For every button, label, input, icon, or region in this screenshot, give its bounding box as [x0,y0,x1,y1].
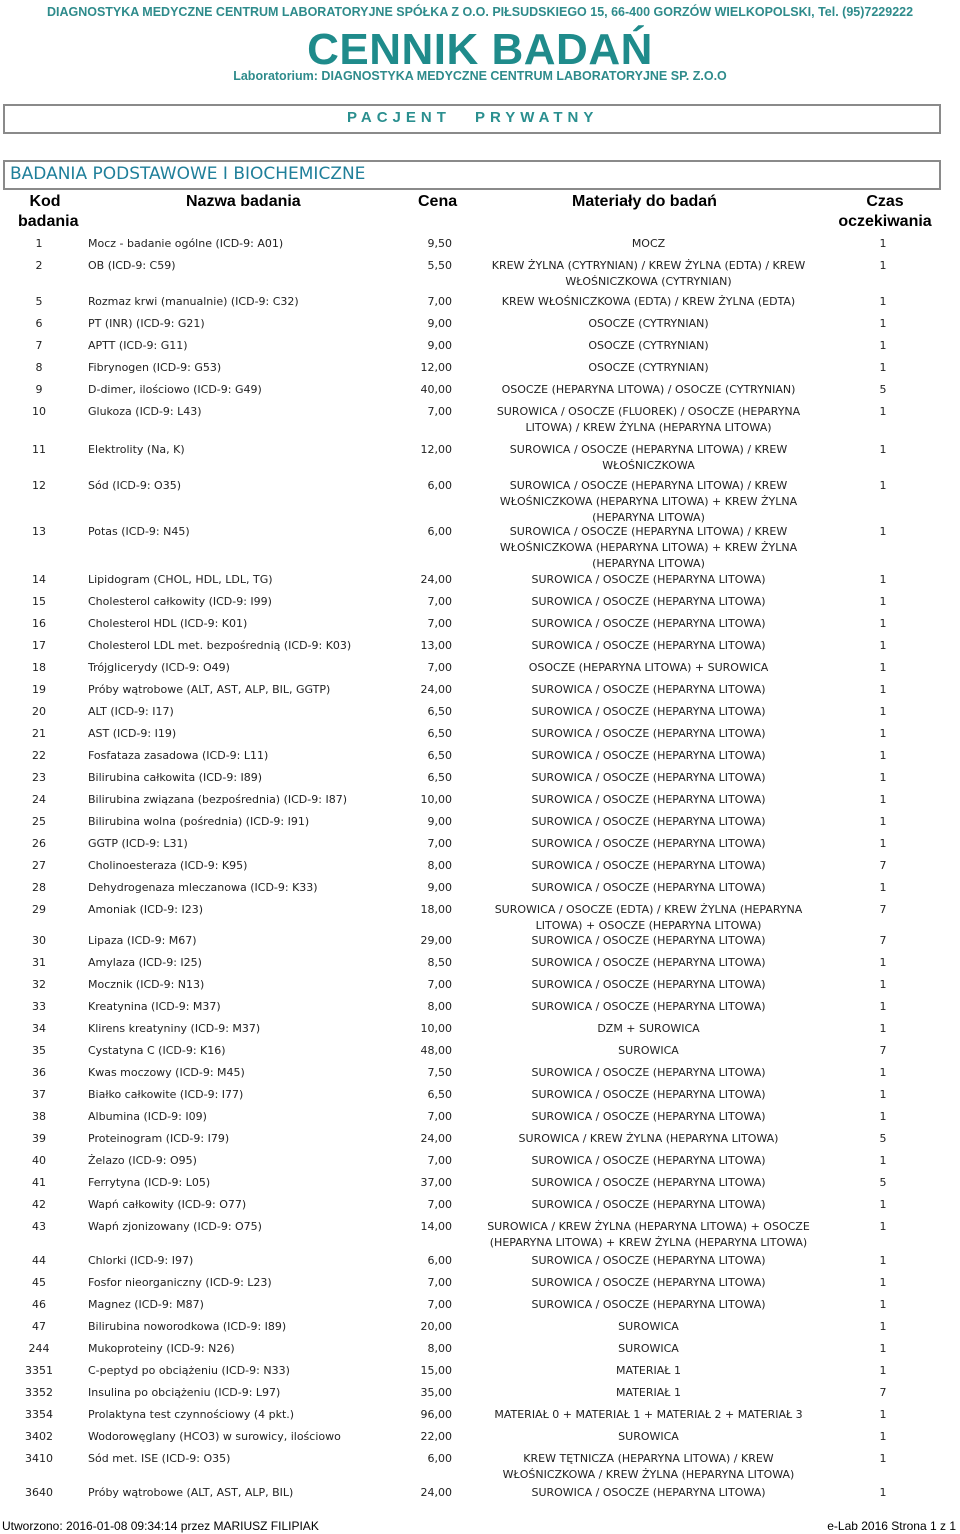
row-price: 8,50 [427,956,452,969]
patient-word-1: PACJENT [347,109,451,126]
row-price: 37,00 [420,1176,452,1189]
row-code: 26 [32,837,46,850]
row-materials: SUROWICA [618,1044,679,1057]
row-materials: SUROWICA / OSOCZE (HEPARYNA LITOWA) [531,749,766,762]
row-materials: SUROWICA [618,1320,679,1333]
row-code: 44 [32,1254,46,1267]
row-price: 7,00 [427,1298,452,1311]
row-code: 5 [35,295,43,308]
row-price: 7,50 [427,1066,452,1079]
row-code: 42 [32,1198,46,1211]
row-code: 22 [32,749,46,762]
row-test-name: Elektrolity (Na, K) [88,443,185,456]
row-code: 20 [32,705,46,718]
row-materials: SUROWICA / OSOCZE (HEPARYNA LITOWA) [531,1486,766,1499]
row-wait-time: 1 [879,317,887,330]
row-materials: SUROWICA / OSOCZE (HEPARYNA LITOWA) [531,956,766,969]
row-price: 7,00 [427,661,452,674]
row-price: 24,00 [420,573,452,586]
row-code: 8 [35,361,43,374]
row-materials: SUROWICA / OSOCZE (HEPARYNA LITOWA) [531,859,766,872]
row-test-name: Mocznik (ICD-9: N13) [88,978,205,991]
row-code: 18 [32,661,46,674]
row-code: 2 [35,259,43,272]
row-price: 14,00 [420,1220,452,1233]
row-wait-time: 1 [879,1276,887,1289]
row-wait-time: 1 [879,1000,887,1013]
row-materials: SUROWICA / OSOCZE (EDTA) / KREW ŻYLNA (HEPARYNA LITOWA) + OSOCZE (HEPARYNA LITOWA) [494,903,803,932]
row-price: 15,00 [420,1364,452,1377]
row-price: 6,50 [427,749,452,762]
row-materials: KREW TĘTNICZA (HEPARYNA LITOWA) / KREW WŁOŚNICZKOWA / KREW ŻYLNA (HEPARYNA LITOWA) [502,1452,795,1481]
row-wait-time: 1 [879,1088,887,1101]
row-test-name: Bilirubina całkowita (ICD-9: I89) [88,771,263,784]
row-wait-time: 1 [879,295,887,308]
row-materials: MATERIAŁ 1 [616,1386,681,1399]
col-header-code: Kod badania [18,193,79,230]
row-price: 20,00 [420,1320,452,1333]
row-code: 27 [32,859,46,872]
row-materials: SUROWICA / OSOCZE (HEPARYNA LITOWA) [531,705,766,718]
row-materials: OSOCZE (CYTRYNIAN) [588,317,709,330]
row-materials: SUROWICA / OSOCZE (HEPARYNA LITOWA) [531,617,766,630]
row-wait-time: 1 [879,793,887,806]
row-materials: SUROWICA / OSOCZE (HEPARYNA LITOWA) [531,1198,766,1211]
row-test-name: Próby wątrobowe (ALT, AST, ALP, BIL) [88,1486,294,1499]
row-price: 9,00 [427,815,452,828]
row-materials: SUROWICA / OSOCZE (HEPARYNA LITOWA) / KREW WŁOŚNICZKOWA (HEPARYNA LITOWA) + KREW ŻYLNA (HEPARYNA LITOWA) [499,479,798,524]
row-price: 7,00 [427,617,452,630]
row-wait-time: 1 [879,259,887,272]
row-materials: SUROWICA / OSOCZE (FLUOREK) / OSOCZE (HEPARYNA LITOWA) / KREW ŻYLNA (HEPARYNA LITOWA) [496,405,801,434]
row-materials: SUROWICA / OSOCZE (HEPARYNA LITOWA) [531,639,766,652]
row-materials: SUROWICA / OSOCZE (HEPARYNA LITOWA) [531,1154,766,1167]
row-code: 28 [32,881,46,894]
row-test-name: Sód (ICD-9: O35) [88,479,181,492]
row-wait-time: 1 [879,1220,887,1233]
row-wait-time: 1 [879,1452,887,1465]
row-wait-time: 1 [879,639,887,652]
row-wait-time: 1 [879,881,887,894]
row-test-name: Insulina po obciążeniu (ICD-9: L97) [88,1386,281,1399]
row-materials: OSOCZE (HEPARYNA LITOWA) / OSOCZE (CYTRYNIAN) [501,383,796,396]
row-price: 7,00 [427,1154,452,1167]
row-code: 23 [32,771,46,784]
row-wait-time: 1 [879,1342,887,1355]
row-wait-time: 1 [879,237,887,250]
row-materials: SUROWICA / OSOCZE (HEPARYNA LITOWA) [531,771,766,784]
row-wait-time: 1 [879,405,887,418]
row-materials: OSOCZE (CYTRYNIAN) [588,339,709,352]
row-test-name: Mocz - badanie ogólne (ICD-9: A01) [88,237,284,250]
row-price: 7,00 [427,837,452,850]
row-materials: KREW WŁOŚNICZKOWA (EDTA) / KREW ŻYLNA (EDTA) [501,295,796,308]
row-materials: OSOCZE (CYTRYNIAN) [588,361,709,374]
row-code: 30 [32,934,46,947]
row-materials: SUROWICA / OSOCZE (HEPARYNA LITOWA) [531,978,766,991]
row-test-name: Fibrynogen (ICD-9: G53) [88,361,222,374]
row-wait-time: 1 [879,1486,887,1499]
row-wait-time: 1 [879,1298,887,1311]
row-test-name: Kwas moczowy (ICD-9: M45) [88,1066,245,1079]
row-test-name: Cholesterol całkowity (ICD-9: I99) [88,595,272,608]
row-test-name: Klirens kreatyniny (ICD-9: M37) [88,1022,261,1035]
row-test-name: APTT (ICD-9: G11) [88,339,188,352]
row-price: 9,00 [427,881,452,894]
row-wait-time: 1 [879,1364,887,1377]
row-price: 7,00 [427,978,452,991]
row-wait-time: 1 [879,339,887,352]
row-materials: MOCZ [631,237,666,250]
row-price: 9,00 [427,339,452,352]
row-materials: SUROWICA / OSOCZE (HEPARYNA LITOWA) / KREW WŁOŚNICZKOWA [509,443,788,472]
row-price: 13,00 [420,639,452,652]
row-materials: SUROWICA / OSOCZE (HEPARYNA LITOWA) [531,1276,766,1289]
row-code: 39 [32,1132,46,1145]
footer-page-info: e-Lab 2016 Strona 1 z 1 [827,1519,956,1533]
row-wait-time: 7 [879,903,887,916]
row-wait-time: 1 [879,683,887,696]
row-wait-time: 1 [879,749,887,762]
row-code: 34 [32,1022,46,1035]
row-test-name: Cholesterol LDL met. bezpośrednią (ICD-9: K03) [88,639,352,652]
row-wait-time: 7 [879,1044,887,1057]
row-code: 16 [32,617,46,630]
row-materials: SUROWICA / OSOCZE (HEPARYNA LITOWA) [531,1176,766,1189]
row-price: 8,00 [427,1000,452,1013]
row-test-name: Mukoproteiny (ICD-9: N26) [88,1342,235,1355]
row-code: 45 [32,1276,46,1289]
row-materials: SUROWICA / OSOCZE (HEPARYNA LITOWA) [531,1000,766,1013]
row-price: 29,00 [420,934,452,947]
row-materials: SUROWICA / OSOCZE (HEPARYNA LITOWA) [531,1110,766,1123]
row-price: 6,00 [427,1452,452,1465]
row-wait-time: 1 [879,1022,887,1035]
row-price: 10,00 [420,793,452,806]
row-test-name: Bilirubina noworodkowa (ICD-9: I89) [88,1320,287,1333]
row-code: 3402 [25,1430,53,1443]
row-wait-time: 5 [879,1176,887,1189]
row-price: 24,00 [420,683,452,696]
row-wait-time: 1 [879,661,887,674]
row-test-name: Bilirubina wolna (pośrednia) (ICD-9: I91) [88,815,310,828]
row-test-name: Lipaza (ICD-9: M67) [88,934,197,947]
row-code: 32 [32,978,46,991]
row-wait-time: 1 [879,1198,887,1211]
row-materials: SUROWICA / OSOCZE (HEPARYNA LITOWA) [531,1088,766,1101]
row-wait-time: 1 [879,595,887,608]
row-materials: OSOCZE (HEPARYNA LITOWA) + SUROWICA [528,661,769,674]
col-header-time: Czas oczekiwania [838,193,932,230]
row-price: 6,50 [427,1088,452,1101]
row-code: 46 [32,1298,46,1311]
row-code: 17 [32,639,46,652]
row-wait-time: 1 [879,837,887,850]
row-materials: SUROWICA / OSOCZE (HEPARYNA LITOWA) [531,815,766,828]
row-test-name: Fosfataza zasadowa (ICD-9: L11) [88,749,269,762]
row-price: 12,00 [420,361,452,374]
row-test-name: Sód met. ISE (ICD-9: O35) [88,1452,231,1465]
row-code: 244 [28,1342,50,1355]
row-materials: SUROWICA / OSOCZE (HEPARYNA LITOWA) [531,793,766,806]
row-test-name: Bilirubina związana (bezpośrednia) (ICD-9: I87) [88,793,347,806]
row-materials: SUROWICA / OSOCZE (HEPARYNA LITOWA) [531,727,766,740]
row-price: 35,00 [420,1386,452,1399]
row-wait-time: 1 [879,978,887,991]
row-code: 3351 [25,1364,53,1377]
row-test-name: Amoniak (ICD-9: I23) [88,903,203,916]
row-test-name: Wapń całkowity (ICD-9: O77) [88,1198,247,1211]
row-code: 10 [32,405,46,418]
row-wait-time: 1 [879,1254,887,1267]
col-header-name: Nazwa badania [186,193,301,210]
row-price: 10,00 [420,1022,452,1035]
row-code: 31 [32,956,46,969]
row-materials: DZM + SUROWICA [597,1022,700,1035]
row-code: 36 [32,1066,46,1079]
row-test-name: Próby wątrobowe (ALT, AST, ALP, BIL, GGTP) [88,683,331,696]
row-code: 38 [32,1110,46,1123]
row-price: 9,00 [427,317,452,330]
row-price: 40,00 [420,383,452,396]
row-test-name: Białko całkowite (ICD-9: I77) [88,1088,244,1101]
row-materials: SUROWICA [618,1342,679,1355]
row-code: 14 [32,573,46,586]
row-wait-time: 1 [879,1110,887,1123]
row-code: 19 [32,683,46,696]
company-info-line: DIAGNOSTYKA MEDYCZNE CENTRUM LABORATORYJNE SPÓŁKA Z O.O. PIŁSUDSKIEGO 15, 66-400 GORZÓW WIELKOPOLSKI, Tel. (95)7229222 [46,5,914,19]
row-price: 6,00 [427,1254,452,1267]
row-test-name: Glukoza (ICD-9: L43) [88,405,202,418]
row-code: 3410 [25,1452,53,1465]
row-test-name: Dehydrogenaza mleczanowa (ICD-9: K33) [88,881,318,894]
col-header-materials: Materiały do badań [572,193,717,210]
row-materials: SUROWICA / OSOCZE (HEPARYNA LITOWA) [531,881,766,894]
row-price: 96,00 [420,1408,452,1421]
row-code: 3354 [25,1408,53,1421]
row-test-name: OB (ICD-9: C59) [88,259,176,272]
row-price: 7,00 [427,405,452,418]
page-title: CENNIK BADAŃ [307,25,653,74]
row-wait-time: 5 [879,383,887,396]
row-wait-time: 1 [879,1408,887,1421]
row-code: 29 [32,903,46,916]
row-price: 7,00 [427,595,452,608]
row-code: 12 [32,479,46,492]
row-test-name: Proteinogram (ICD-9: I79) [88,1132,230,1145]
row-materials: MATERIAŁ 0 + MATERIAŁ 1 + MATERIAŁ 2 + MATERIAŁ 3 [494,1408,803,1421]
row-wait-time: 1 [879,443,887,456]
row-code: 41 [32,1176,46,1189]
row-wait-time: 7 [879,934,887,947]
row-code: 3352 [25,1386,53,1399]
row-wait-time: 7 [879,1386,887,1399]
row-wait-time: 1 [879,525,887,538]
patient-word-2: PRYWATNY [475,109,599,126]
row-code: 3640 [25,1486,53,1499]
row-price: 7,00 [427,295,452,308]
row-wait-time: 1 [879,479,887,492]
row-code: 40 [32,1154,46,1167]
row-test-name: Amylaza (ICD-9: I25) [88,956,202,969]
row-wait-time: 1 [879,771,887,784]
row-wait-time: 1 [879,1430,887,1443]
row-test-name: Chlorki (ICD-9: I97) [88,1254,194,1267]
row-code: 33 [32,1000,46,1013]
row-materials: SUROWICA / OSOCZE (HEPARYNA LITOWA) [531,1298,766,1311]
row-price: 7,00 [427,1276,452,1289]
laboratory-line: Laboratorium: DIAGNOSTYKA MEDYCZNE CENTRUM LABORATORYJNE SP. Z.O.O [233,69,727,83]
row-materials: SUROWICA / OSOCZE (HEPARYNA LITOWA) [531,595,766,608]
row-wait-time: 1 [879,1066,887,1079]
row-price: 6,00 [427,479,452,492]
row-test-name: Cystatyna C (ICD-9: K16) [88,1044,226,1057]
row-materials: SUROWICA / OSOCZE (HEPARYNA LITOWA) [531,837,766,850]
row-code: 11 [32,443,46,456]
row-price: 48,00 [420,1044,452,1057]
row-materials: SUROWICA / OSOCZE (HEPARYNA LITOWA) / KREW WŁOŚNICZKOWA (HEPARYNA LITOWA) + KREW ŻYLNA (HEPARYNA LITOWA) [499,525,798,570]
row-test-name: Wodorowęglany (HCO3) w surowicy, ilościowo [88,1430,341,1443]
row-code: 15 [32,595,46,608]
row-price: 7,00 [427,1110,452,1123]
row-materials: SUROWICA / OSOCZE (HEPARYNA LITOWA) [531,1066,766,1079]
row-test-name: Kreatynina (ICD-9: M37) [88,1000,221,1013]
row-code: 43 [32,1220,46,1233]
row-test-name: PT (INR) (ICD-9: G21) [88,317,205,330]
row-wait-time: 7 [879,859,887,872]
row-wait-time: 1 [879,1320,887,1333]
row-test-name: Magnez (ICD-9: M87) [88,1298,204,1311]
row-materials: SUROWICA / OSOCZE (HEPARYNA LITOWA) [531,934,766,947]
row-test-name: Wapń zjonizowany (ICD-9: O75) [88,1220,262,1233]
row-price: 18,00 [420,903,452,916]
row-price: 22,00 [420,1430,452,1443]
row-code: 24 [32,793,46,806]
row-price: 8,00 [427,859,452,872]
row-price: 8,00 [427,1342,452,1355]
row-test-name: Lipidogram (CHOL, HDL, LDL, TG) [88,573,273,586]
row-price: 6,00 [427,525,452,538]
row-code: 47 [32,1320,46,1333]
row-code: 7 [35,339,43,352]
row-wait-time: 1 [879,361,887,374]
row-wait-time: 1 [879,815,887,828]
row-test-name: Fosfor nieorganiczny (ICD-9: L23) [88,1276,272,1289]
row-materials: SUROWICA / OSOCZE (HEPARYNA LITOWA) [531,1254,766,1267]
footer-created: Utworzono: 2016-01-08 09:34:14 przez MARIUSZ FILIPIAK [2,1519,319,1533]
row-price: 12,00 [420,443,452,456]
row-test-name: Trójglicerydy (ICD-9: O49) [88,661,230,674]
row-test-name: Potas (ICD-9: N45) [88,525,190,538]
row-test-name: Żelazo (ICD-9: O95) [88,1154,197,1167]
row-price: 9,50 [427,237,452,250]
row-code: 1 [35,237,43,250]
row-price: 24,00 [420,1132,452,1145]
row-wait-time: 1 [879,573,887,586]
row-test-name: Cholesterol HDL (ICD-9: K01) [88,617,248,630]
row-test-name: Prolaktyna test czynnościowy (4 pkt.) [88,1408,295,1421]
row-wait-time: 1 [879,727,887,740]
row-code: 13 [32,525,46,538]
row-test-name: Cholinoesteraza (ICD-9: K95) [88,859,248,872]
row-test-name: C-peptyd po obciążeniu (ICD-9: N33) [88,1364,290,1377]
row-materials: SUROWICA / KREW ŻYLNA (HEPARYNA LITOWA) [518,1132,779,1145]
section-title: BADANIA PODSTAWOWE I BIOCHEMICZNE [10,164,366,184]
row-wait-time: 5 [879,1132,887,1145]
row-materials: SUROWICA / KREW ŻYLNA (HEPARYNA LITOWA) + OSOCZE (HEPARYNA LITOWA) + KREW ŻYLNA (HEPARYNA LITOWA) [487,1220,810,1249]
row-materials: SUROWICA / OSOCZE (HEPARYNA LITOWA) [531,573,766,586]
row-code: 21 [32,727,46,740]
row-materials: KREW ŻYLNA (CYTRYNIAN) / KREW ŻYLNA (EDTA) / KREW WŁOŚNICZKOWA (CYTRYNIAN) [491,259,806,288]
row-test-name: Albumina (ICD-9: I09) [88,1110,207,1123]
row-materials: MATERIAŁ 1 [616,1364,681,1377]
row-code: 25 [32,815,46,828]
row-wait-time: 1 [879,956,887,969]
col-header-price: Cena [418,193,458,210]
row-materials: SUROWICA / OSOCZE (HEPARYNA LITOWA) [531,683,766,696]
row-price: 24,00 [420,1486,452,1499]
row-test-name: ALT (ICD-9: I17) [88,705,174,718]
row-price: 6,50 [427,771,452,784]
row-test-name: GGTP (ICD-9: L31) [88,837,188,850]
row-code: 37 [32,1088,46,1101]
row-test-name: Rozmaz krwi (manualnie) (ICD-9: C32) [88,295,299,308]
row-price: 5,50 [427,259,452,272]
row-test-name: Ferrytyna (ICD-9: L05) [88,1176,211,1189]
row-wait-time: 1 [879,705,887,718]
row-wait-time: 1 [879,1154,887,1167]
row-test-name: AST (ICD-9: I19) [88,727,177,740]
row-price: 6,50 [427,727,452,740]
row-price: 7,00 [427,1198,452,1211]
row-code: 9 [35,383,43,396]
row-test-name: D-dimer, ilościowo (ICD-9: G49) [88,383,262,396]
row-price: 6,50 [427,705,452,718]
row-materials: SUROWICA [618,1430,679,1443]
row-code: 35 [32,1044,46,1057]
row-code: 6 [35,317,43,330]
row-wait-time: 1 [879,617,887,630]
